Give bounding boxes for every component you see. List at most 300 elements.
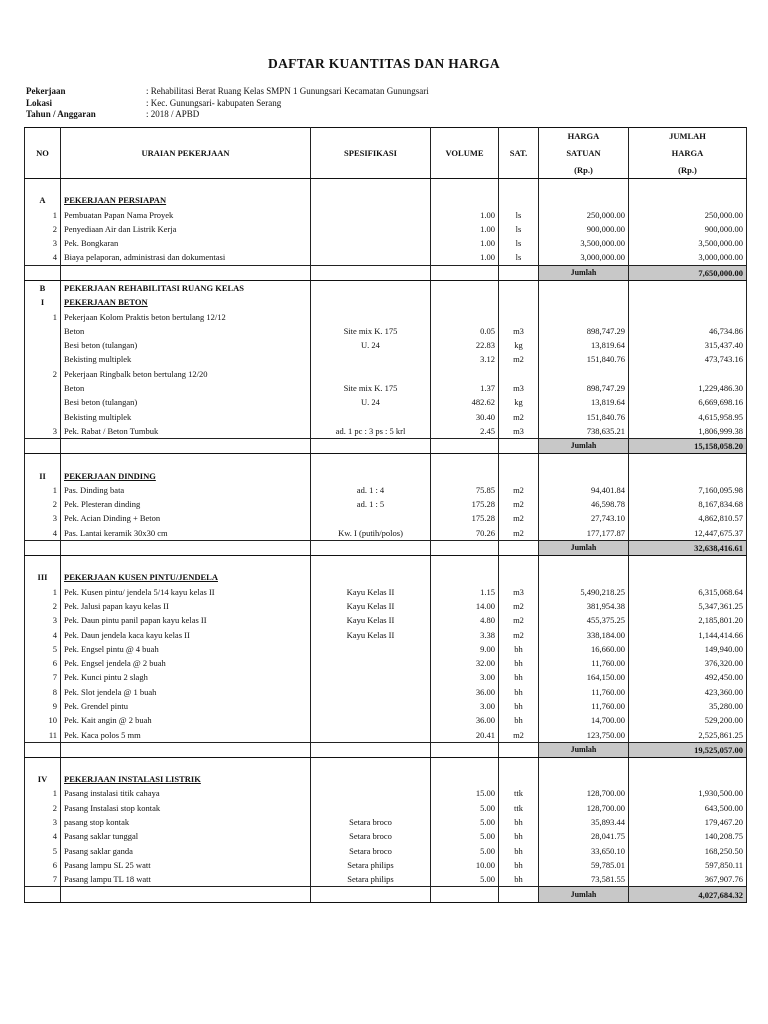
item-volume: 5.00 xyxy=(431,829,499,843)
item-unit: bh xyxy=(499,858,539,872)
item-total-price: 7,160,095.98 xyxy=(629,483,747,497)
item-unit-price: 11,760.00 xyxy=(539,699,629,713)
item-unit-price: 16,660.00 xyxy=(539,642,629,656)
table-row xyxy=(25,410,747,424)
item-number: 2 xyxy=(25,367,61,381)
item-volume: 482.62 xyxy=(431,395,499,409)
empty-cell xyxy=(25,265,61,280)
item-unit: m2 xyxy=(499,526,539,541)
item-number: 2 xyxy=(25,497,61,511)
item-description: Beton xyxy=(61,324,311,338)
item-number: 3 xyxy=(25,815,61,829)
item-total-price xyxy=(629,367,747,381)
item-volume: 15.00 xyxy=(431,786,499,800)
item-specification: Setara broco xyxy=(311,829,431,843)
subtotal-value: 7,650,000.00 xyxy=(629,265,747,280)
item-volume: 1.00 xyxy=(431,207,499,221)
info-value: : 2018 / APBD xyxy=(146,109,200,119)
table-row xyxy=(25,713,747,727)
item-specification xyxy=(311,727,431,742)
item-unit-price: 151,840.76 xyxy=(539,352,629,366)
empty-cell xyxy=(311,540,431,555)
item-specification: Site mix K. 175 xyxy=(311,381,431,395)
item-unit-price: 27,743.10 xyxy=(539,511,629,525)
info-label: Pekerjaan xyxy=(26,86,66,96)
item-unit: m2 xyxy=(499,599,539,613)
empty-cell xyxy=(499,265,539,280)
empty-cell xyxy=(539,295,629,309)
item-number: 1 xyxy=(25,309,61,323)
item-unit-price: 128,700.00 xyxy=(539,786,629,800)
item-volume xyxy=(431,367,499,381)
item-number xyxy=(25,352,61,366)
item-total-price: 367,907.76 xyxy=(629,872,747,887)
item-number xyxy=(25,410,61,424)
spacer-row xyxy=(25,454,747,469)
empty-cell xyxy=(539,454,629,469)
item-unit-price: 94,401.84 xyxy=(539,483,629,497)
item-number: 1 xyxy=(25,207,61,221)
empty-cell xyxy=(629,556,747,571)
item-volume: 1.00 xyxy=(431,236,499,250)
empty-cell xyxy=(629,193,747,207)
empty-cell xyxy=(311,439,431,454)
table-row xyxy=(25,424,747,439)
item-unit: ls xyxy=(499,236,539,250)
item-unit xyxy=(499,309,539,323)
item-specification: ad. 1 : 4 xyxy=(311,483,431,497)
item-total-price: 250,000.00 xyxy=(629,207,747,221)
item-number: 10 xyxy=(25,713,61,727)
item-total-price: 6,669,698.16 xyxy=(629,395,747,409)
item-number: 2 xyxy=(25,801,61,815)
item-unit: ttk xyxy=(499,786,539,800)
item-description: Pek. Engsel pintu @ 4 buah xyxy=(61,642,311,656)
empty-cell xyxy=(311,772,431,786)
item-number: 8 xyxy=(25,685,61,699)
empty-cell xyxy=(499,742,539,757)
item-description: Bekisting multiplek xyxy=(61,352,311,366)
item-specification: U. 24 xyxy=(311,338,431,352)
table-row xyxy=(25,656,747,670)
item-volume: 22.83 xyxy=(431,338,499,352)
empty-cell xyxy=(499,887,539,902)
header-cell xyxy=(311,128,431,145)
header-cell xyxy=(61,161,311,178)
table-row xyxy=(25,642,747,656)
item-unit-price: 13,819.64 xyxy=(539,395,629,409)
item-total-price: 3,500,000.00 xyxy=(629,236,747,250)
empty-cell xyxy=(311,280,431,295)
header-cell xyxy=(25,161,61,178)
empty-cell xyxy=(431,772,499,786)
item-number: 1 xyxy=(25,483,61,497)
item-total-price xyxy=(629,309,747,323)
empty-cell xyxy=(25,758,61,773)
item-specification xyxy=(311,786,431,800)
item-description: Beton xyxy=(61,381,311,395)
item-volume xyxy=(431,309,499,323)
header-harga-line3: (Rp.) xyxy=(539,161,629,178)
item-total-price: 140,208.75 xyxy=(629,829,747,843)
item-unit: m2 xyxy=(499,352,539,366)
empty-cell xyxy=(61,540,311,555)
empty-cell xyxy=(499,556,539,571)
info-value: : Rehabilitasi Berat Ruang Kelas SMPN 1 Gunungsari Kecamatan Gunungsari xyxy=(146,86,429,96)
item-unit: bh xyxy=(499,642,539,656)
empty-cell xyxy=(311,742,431,757)
table-header xyxy=(25,128,747,179)
item-unit-price: 177,177.87 xyxy=(539,526,629,541)
item-volume: 5.00 xyxy=(431,872,499,887)
table-row xyxy=(25,685,747,699)
item-total-price: 529,200.00 xyxy=(629,713,747,727)
spacer-row xyxy=(25,758,747,773)
item-number: 3 xyxy=(25,613,61,627)
empty-cell xyxy=(431,556,499,571)
item-unit: m2 xyxy=(499,511,539,525)
item-unit-price: 5,490,218.25 xyxy=(539,584,629,598)
table-row xyxy=(25,786,747,800)
section-title: PEKERJAAN REHABILITASI RUANG KELAS xyxy=(61,280,311,295)
table-row xyxy=(25,727,747,742)
location-info-row xyxy=(26,98,429,110)
empty-cell xyxy=(629,468,747,482)
item-total-price: 6,315,068.64 xyxy=(629,584,747,598)
item-unit-price: 338,184.00 xyxy=(539,627,629,641)
item-unit: m2 xyxy=(499,410,539,424)
item-total-price: 473,743.16 xyxy=(629,352,747,366)
empty-cell xyxy=(25,556,61,571)
empty-cell xyxy=(61,742,311,757)
item-description: pasang stop kontak xyxy=(61,815,311,829)
table-row xyxy=(25,584,747,598)
item-number xyxy=(25,324,61,338)
item-unit: bh xyxy=(499,699,539,713)
table-row xyxy=(25,829,747,843)
item-unit-price: 738,635.21 xyxy=(539,424,629,439)
item-volume: 0.05 xyxy=(431,324,499,338)
empty-cell xyxy=(629,454,747,469)
empty-cell xyxy=(629,758,747,773)
empty-cell xyxy=(311,570,431,584)
section-number: III xyxy=(25,570,61,584)
item-volume: 3.00 xyxy=(431,670,499,684)
item-unit-price: 14,700.00 xyxy=(539,713,629,727)
item-description: Pas. Lantai keramik 30x30 cm xyxy=(61,526,311,541)
empty-cell xyxy=(61,439,311,454)
empty-cell xyxy=(25,179,61,194)
empty-cell xyxy=(431,887,499,902)
item-specification: Kayu Kelas II xyxy=(311,599,431,613)
header-cell xyxy=(431,161,499,178)
item-total-price: 2,525,861.25 xyxy=(629,727,747,742)
item-description: Pek. Kusen pintu/ jendela 5/14 kayu kelas II xyxy=(61,584,311,598)
item-specification: Setara broco xyxy=(311,844,431,858)
empty-cell xyxy=(311,454,431,469)
item-total-price: 12,447,675.37 xyxy=(629,526,747,541)
item-specification: Kayu Kelas II xyxy=(311,627,431,641)
table-row xyxy=(25,395,747,409)
table-row xyxy=(25,381,747,395)
section-header-row xyxy=(25,468,747,482)
table-row xyxy=(25,815,747,829)
item-volume: 5.00 xyxy=(431,844,499,858)
item-description: Pek. Grendel pintu xyxy=(61,699,311,713)
item-specification xyxy=(311,656,431,670)
item-description: Pasang Instalasi stop kontak xyxy=(61,801,311,815)
item-volume: 4.80 xyxy=(431,613,499,627)
item-total-price: 35,280.00 xyxy=(629,699,747,713)
table-row xyxy=(25,844,747,858)
item-volume: 20.41 xyxy=(431,727,499,742)
section-header-row xyxy=(25,193,747,207)
item-unit: bh xyxy=(499,685,539,699)
item-number: 6 xyxy=(25,656,61,670)
item-unit-price: 11,760.00 xyxy=(539,656,629,670)
empty-cell xyxy=(499,758,539,773)
item-total-price: 149,940.00 xyxy=(629,642,747,656)
item-unit-price: 381,954.38 xyxy=(539,599,629,613)
empty-cell xyxy=(311,887,431,902)
item-volume: 70.26 xyxy=(431,526,499,541)
item-specification xyxy=(311,236,431,250)
item-unit: m3 xyxy=(499,324,539,338)
empty-cell xyxy=(311,758,431,773)
empty-cell xyxy=(539,772,629,786)
item-unit: m2 xyxy=(499,483,539,497)
item-number: 5 xyxy=(25,844,61,858)
empty-cell xyxy=(431,468,499,482)
item-specification: U. 24 xyxy=(311,395,431,409)
item-specification xyxy=(311,801,431,815)
item-unit-price: 455,375.25 xyxy=(539,613,629,627)
item-description: Pek. Acian Dinding + Beton xyxy=(61,511,311,525)
table-row xyxy=(25,222,747,236)
item-unit: m2 xyxy=(499,497,539,511)
empty-cell xyxy=(539,570,629,584)
item-specification xyxy=(311,367,431,381)
item-unit: m2 xyxy=(499,627,539,641)
item-description: Pek. Jalusi papan kayu kelas II xyxy=(61,599,311,613)
empty-cell xyxy=(311,468,431,482)
item-number: 11 xyxy=(25,727,61,742)
item-volume: 14.00 xyxy=(431,599,499,613)
item-number xyxy=(25,395,61,409)
item-description: Biaya pelaporan, administrasi dan dokumentasi xyxy=(61,250,311,265)
header-cell xyxy=(311,161,431,178)
empty-cell xyxy=(25,540,61,555)
item-number: 4 xyxy=(25,250,61,265)
item-description: Pek. Engsel jendela @ 2 buah xyxy=(61,656,311,670)
item-description: Pekerjaan Kolom Praktis beton bertulang 12/12 xyxy=(61,309,311,323)
item-volume: 10.00 xyxy=(431,858,499,872)
empty-cell xyxy=(431,265,499,280)
item-volume: 3.38 xyxy=(431,627,499,641)
empty-cell xyxy=(61,556,311,571)
spacer-row xyxy=(25,556,747,571)
item-number: 3 xyxy=(25,424,61,439)
item-description: Besi beton (tulangan) xyxy=(61,338,311,352)
header-jumlah-line2: HARGA xyxy=(629,145,747,162)
table-row xyxy=(25,236,747,250)
item-volume: 1.00 xyxy=(431,222,499,236)
table-row xyxy=(25,699,747,713)
item-number xyxy=(25,381,61,395)
item-number: 1 xyxy=(25,786,61,800)
item-volume: 2.45 xyxy=(431,424,499,439)
empty-cell xyxy=(431,742,499,757)
header-cell xyxy=(499,128,539,145)
header-no: NO xyxy=(25,145,61,162)
empty-cell xyxy=(499,570,539,584)
item-description: Pasang saklar ganda xyxy=(61,844,311,858)
item-description: Pasang instalasi titik cahaya xyxy=(61,786,311,800)
item-total-price: 3,000,000.00 xyxy=(629,250,747,265)
empty-cell xyxy=(311,179,431,194)
subtotal-label: Jumlah xyxy=(539,540,629,555)
item-total-price: 4,862,810.57 xyxy=(629,511,747,525)
item-description: Pek. Plesteran dinding xyxy=(61,497,311,511)
item-specification: Setara philips xyxy=(311,872,431,887)
item-number: 3 xyxy=(25,511,61,525)
table-row xyxy=(25,250,747,265)
empty-cell xyxy=(61,454,311,469)
item-description: Pek. Kunci pintu 2 slagh xyxy=(61,670,311,684)
empty-cell xyxy=(499,295,539,309)
header-volume: VOLUME xyxy=(431,145,499,162)
item-unit-price: 123,750.00 xyxy=(539,727,629,742)
empty-cell xyxy=(539,179,629,194)
header-uraian: URAIAN PEKERJAAN xyxy=(61,145,311,162)
item-specification xyxy=(311,410,431,424)
item-total-price: 597,850.11 xyxy=(629,858,747,872)
item-unit: ttk xyxy=(499,801,539,815)
item-description: Penyediaan Air dan Listrik Kerja xyxy=(61,222,311,236)
empty-cell xyxy=(629,179,747,194)
item-specification xyxy=(311,685,431,699)
item-volume: 32.00 xyxy=(431,656,499,670)
item-unit-price: 128,700.00 xyxy=(539,801,629,815)
item-description: Pembuatan Papan Nama Proyek xyxy=(61,207,311,221)
table-row xyxy=(25,670,747,684)
item-description: Pek. Bongkaran xyxy=(61,236,311,250)
subtotal-value: 32,638,416.61 xyxy=(629,540,747,555)
item-unit: bh xyxy=(499,844,539,858)
subtotal-label: Jumlah xyxy=(539,742,629,757)
bill-of-quantities-table xyxy=(24,127,747,903)
item-volume: 36.00 xyxy=(431,713,499,727)
item-total-price: 1,229,486.30 xyxy=(629,381,747,395)
section-number: II xyxy=(25,468,61,482)
table-row xyxy=(25,497,747,511)
item-total-price: 315,437.40 xyxy=(629,338,747,352)
subtotal-value: 19,525,057.00 xyxy=(629,742,747,757)
empty-cell xyxy=(311,193,431,207)
item-number: 6 xyxy=(25,858,61,872)
table-row xyxy=(25,627,747,641)
item-volume: 1.15 xyxy=(431,584,499,598)
empty-cell xyxy=(431,540,499,555)
item-unit-price: 46,598.78 xyxy=(539,497,629,511)
table-row xyxy=(25,872,747,887)
item-volume: 1.00 xyxy=(431,250,499,265)
item-unit: bh xyxy=(499,670,539,684)
subtotal-label: Jumlah xyxy=(539,887,629,902)
item-total-price: 1,806,999.38 xyxy=(629,424,747,439)
subtotal-row xyxy=(25,887,747,902)
item-unit: kg xyxy=(499,338,539,352)
empty-cell xyxy=(499,280,539,295)
empty-cell xyxy=(539,193,629,207)
empty-cell xyxy=(61,758,311,773)
item-unit-price: 33,650.10 xyxy=(539,844,629,858)
item-unit xyxy=(499,367,539,381)
item-unit: bh xyxy=(499,656,539,670)
section-number: IV xyxy=(25,772,61,786)
item-specification xyxy=(311,309,431,323)
item-unit-price: 898,747.29 xyxy=(539,324,629,338)
empty-cell xyxy=(629,295,747,309)
section-title: PEKERJAAN KUSEN PINTU/JENDELA xyxy=(61,570,311,584)
table-row xyxy=(25,858,747,872)
item-specification xyxy=(311,642,431,656)
item-unit-price: 73,581.55 xyxy=(539,872,629,887)
item-specification xyxy=(311,511,431,525)
item-unit: bh xyxy=(499,872,539,887)
item-volume: 30.40 xyxy=(431,410,499,424)
table-row xyxy=(25,599,747,613)
subtotal-label: Jumlah xyxy=(539,439,629,454)
item-number: 4 xyxy=(25,526,61,541)
item-total-price: 8,167,834.68 xyxy=(629,497,747,511)
table-row xyxy=(25,352,747,366)
empty-cell xyxy=(629,772,747,786)
section-number: I xyxy=(25,295,61,309)
empty-cell xyxy=(311,295,431,309)
item-description: Pek. Slot jendela @ 1 buah xyxy=(61,685,311,699)
empty-cell xyxy=(499,454,539,469)
item-description: Pasang lampu TL 18 watt xyxy=(61,872,311,887)
empty-cell xyxy=(629,280,747,295)
empty-cell xyxy=(499,540,539,555)
empty-cell xyxy=(431,570,499,584)
item-description: Bekisting multiplek xyxy=(61,410,311,424)
item-specification: Kayu Kelas II xyxy=(311,613,431,627)
item-unit-price: 250,000.00 xyxy=(539,207,629,221)
empty-cell xyxy=(629,570,747,584)
item-unit: m3 xyxy=(499,424,539,439)
empty-cell xyxy=(431,439,499,454)
table-row xyxy=(25,324,747,338)
item-specification: ad. 1 pc : 3 ps : 5 krl xyxy=(311,424,431,439)
item-volume: 3.00 xyxy=(431,699,499,713)
empty-cell xyxy=(499,468,539,482)
header-cell xyxy=(25,128,61,145)
item-unit: ls xyxy=(499,207,539,221)
item-specification xyxy=(311,250,431,265)
item-unit-price: 35,893.44 xyxy=(539,815,629,829)
empty-cell xyxy=(431,179,499,194)
item-unit: bh xyxy=(499,713,539,727)
item-description: Pek. Daun pintu panil papan kayu kelas II xyxy=(61,613,311,627)
header-harga-line1: HARGA xyxy=(539,128,629,145)
header-cell xyxy=(499,161,539,178)
item-description: Besi beton (tulangan) xyxy=(61,395,311,409)
item-number: 7 xyxy=(25,872,61,887)
item-specification xyxy=(311,699,431,713)
empty-cell xyxy=(431,758,499,773)
